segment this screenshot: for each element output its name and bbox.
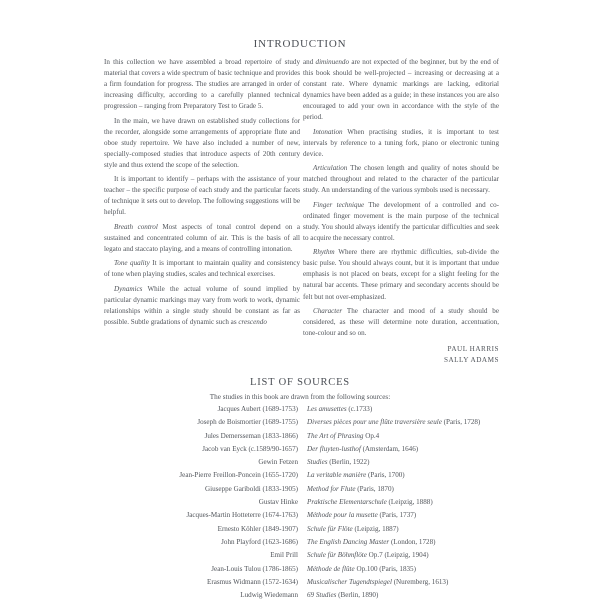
paragraph-finger-technique <box>303 200 499 244</box>
source-detail: (Leipzig, 1887) <box>352 524 399 533</box>
source-composer: Jacques Aubert (1689-1753) <box>217 405 298 413</box>
paragraph-text: Where there are rhythmic difficulties, sub-divide the basic pulse. You should always count, but it is important that undue emphasis is not placed on beats, except for a slight feeling for the natural bar accents. These primary and secondary accents should be felt but not over-emphasized. <box>303 248 499 301</box>
sources-list <box>0 405 600 604</box>
paragraph-lead: Character <box>313 306 343 315</box>
source-work <box>307 498 433 506</box>
source-work <box>307 471 405 479</box>
source-title: Les amusettes <box>307 405 347 413</box>
source-composer: Erasmus Widmann (1572-1634) <box>207 577 298 586</box>
source-title: Diverses pièces pour une flûte traversière seule <box>307 418 442 427</box>
paragraph-rhythm <box>303 247 499 302</box>
source-title: Der fluyten-lusthof <box>307 444 361 453</box>
paragraph-dynamics <box>104 284 300 328</box>
source-composer: Jacques-Martin Hotteterre (1674-1763) <box>186 511 298 520</box>
source-detail: (Nuremberg, 1613) <box>391 577 449 586</box>
source-item <box>0 578 600 591</box>
paragraph-text: The chosen length and quality of notes should be matched throughout and related to the character of the particular study. An understanding of the various symbols used is necessary. <box>303 164 499 195</box>
sources-intro: The studies in this book are drawn from the following sources: <box>209 393 391 401</box>
paragraph-italic-term: crescendo <box>238 317 267 326</box>
paragraph <box>104 57 300 112</box>
paragraph-text: When practising studies, it is important to test intervals by reference to a tuning fork, piano or electronic tuning device. <box>303 127 499 158</box>
source-title: Schule für Flöte <box>307 524 353 533</box>
source-title: Praktische Elementarschule <box>307 498 387 507</box>
source-composer: Emil Prill <box>270 551 298 560</box>
introduction-right-column <box>303 57 499 366</box>
source-title: Musicalischer Tugendtspiegel <box>307 577 392 586</box>
paragraph-breath-control <box>104 222 300 255</box>
paragraph-lead: Dynamics <box>114 284 143 293</box>
source-title: Method for Flute <box>307 484 356 493</box>
source-work <box>307 458 369 466</box>
source-composer: Ludwig Wiedemann <box>240 591 298 600</box>
source-composer: Gustav Hinke <box>258 498 298 507</box>
paragraph-lead: Intonation <box>313 127 343 136</box>
source-work <box>307 565 416 573</box>
source-item <box>0 432 600 445</box>
source-item <box>0 485 600 498</box>
source-work <box>307 591 378 599</box>
source-detail: (Leipzig, 1888) <box>386 498 433 507</box>
source-work <box>307 538 435 546</box>
source-composer: Jean-Louis Tulou (1786-1865) <box>211 564 298 573</box>
source-composer: Ernesto Köhler (1849-1907) <box>217 524 298 533</box>
source-work <box>307 525 399 533</box>
paragraph-articulation <box>303 163 499 196</box>
signature-paul-harris: PAUL HARRIS <box>447 345 499 354</box>
source-work <box>307 432 379 440</box>
paragraph-text: In this collection we have assembled a broad repertoire of study material that covers a wide spectrum of basic technique and provides a firm foundation for progress. The studies are arranged in order of increasing difficulty, according to a carefully planned technical progression – ranging from Preparatory Test to Grade 5. <box>104 58 300 111</box>
source-composer: Jacob van Eyck (c.1589/90-1657) <box>202 444 298 453</box>
paragraph-lead: Tone quality <box>114 259 150 268</box>
paragraph-lead: Articulation <box>313 164 348 173</box>
source-composer: John Playford (1623-1686) <box>221 537 298 546</box>
source-work <box>307 418 480 426</box>
source-work <box>307 485 394 493</box>
source-item <box>0 405 600 418</box>
source-item <box>0 471 600 484</box>
source-composer: Joseph de Boismortier (1689-1755) <box>197 418 298 427</box>
source-work <box>307 578 448 586</box>
introduction-left-column <box>104 57 300 331</box>
paragraph-text: Most aspects of tonal control depend on a sustained and concentrated column of air. This is the basis of all legato and staccato playing, and a means of controlling intonation. <box>104 222 301 253</box>
source-composer: Jean-Pierre Freillon-Poncein (1655-1720) <box>179 471 298 480</box>
signature-sally-adams: SALLY ADAMS <box>443 356 499 365</box>
source-detail: Op.4 <box>363 431 380 440</box>
paragraph-text: The development of a controlled and co-ordinated finger movement is the main purpose of the technical study. You should always identify the particular difficulties and seek to acquire the necessary control. <box>303 200 500 242</box>
source-title: La veritable manière <box>307 471 367 480</box>
source-item <box>0 565 600 578</box>
source-detail: Op.100 (Paris, 1835) <box>354 564 416 573</box>
source-item <box>0 551 600 564</box>
paragraph-lead: Breath control <box>114 222 158 231</box>
source-item <box>0 511 600 524</box>
paragraph-text: are not expected of the beginner, but by the end of this book should be well-projected – increasing or decreasing at a constant rate. Where dynamic markings are lacking, editorial dynamics have been added as a guide; in these instances you are also encouraged to add your own in accordance with the style of the period. <box>303 58 499 122</box>
signatures <box>303 344 499 366</box>
paragraph <box>104 116 300 171</box>
sources-heading: LIST OF SOURCES <box>250 377 350 388</box>
paragraph-text: and <box>303 58 316 66</box>
source-title: Méthode pour la musette <box>307 511 378 520</box>
source-composer: Jules Demersseman (1833-1866) <box>204 431 298 440</box>
source-work <box>307 551 429 559</box>
source-detail: (c.1733) <box>346 405 373 413</box>
source-item <box>0 458 600 471</box>
paragraph-character <box>303 306 499 339</box>
source-title: 69 Studies <box>307 591 337 600</box>
source-detail: Op.7 (Leipzig, 1904) <box>366 551 429 560</box>
source-item <box>0 591 600 604</box>
source-item <box>0 525 600 538</box>
source-detail: (Paris, 1737) <box>377 511 417 520</box>
paragraph <box>104 174 300 218</box>
source-item <box>0 418 600 431</box>
introduction-heading: INTRODUCTION <box>253 38 347 50</box>
source-detail: (London, 1728) <box>389 537 436 546</box>
source-detail: (Berlin, 1890) <box>336 591 379 600</box>
source-detail: (Amsterdam, 1646) <box>360 444 419 453</box>
paragraph-text: In the main, we have drawn on established study collections for the recorder, alongside some arrangements of appropriate flute and oboe study repertoire. We have also included a number of new, specially-composed studies that introduce aspects of 20th century style and thus extend the scope of the selection. <box>104 116 300 169</box>
source-composer: Gewin Fetzen <box>258 458 298 467</box>
paragraph-dynamics-continued <box>303 57 499 123</box>
paragraph-intonation <box>303 127 499 160</box>
source-work <box>307 511 416 519</box>
source-title: The Art of Phrasing <box>307 431 364 440</box>
source-composer: Giuseppe Gariboldi (1833-1905) <box>205 484 298 493</box>
source-title: The English Dancing Master <box>307 537 390 546</box>
paragraph-lead: Finger technique <box>313 200 365 209</box>
source-detail: (Berlin, 1922) <box>327 458 370 467</box>
source-title: Studies <box>307 458 328 467</box>
source-item <box>0 445 600 458</box>
paragraph-tone-quality <box>104 258 300 280</box>
source-detail: (Paris, 1700) <box>366 471 405 480</box>
paragraph-text: The character and mood of a study should be considered, as these will determine note duration, accentuation, tone-colour and so on. <box>303 306 499 338</box>
source-detail: (Paris, 1728) <box>441 418 481 427</box>
source-work <box>307 445 418 453</box>
paragraph-italic-term: diminuendo <box>315 58 350 66</box>
source-title: Méthode de flûte <box>307 564 355 573</box>
source-title: Schule für Böhmflöte <box>307 551 367 560</box>
source-item <box>0 538 600 551</box>
paragraph-text: While the actual volume of sound implied by particular dynamic markings may vary from work to work, dynamic relationships within a single study should be constant as far as possible. Subtle gradations of dynamic such as <box>104 284 300 326</box>
paragraph-text: It is important to identify – perhaps with the assistance of your teacher – the specific purpose of each study and the particular facets of technique it sets out to develop. The following suggestions will be helpful. <box>104 175 300 217</box>
paragraph-lead: Rhythm <box>313 248 335 257</box>
source-item <box>0 498 600 511</box>
paragraph-text: It is important to maintain quality and consistency of tone when playing studies, scales and technical exercises. <box>104 259 300 279</box>
source-work <box>307 405 372 413</box>
source-detail: (Paris, 1870) <box>355 484 394 493</box>
